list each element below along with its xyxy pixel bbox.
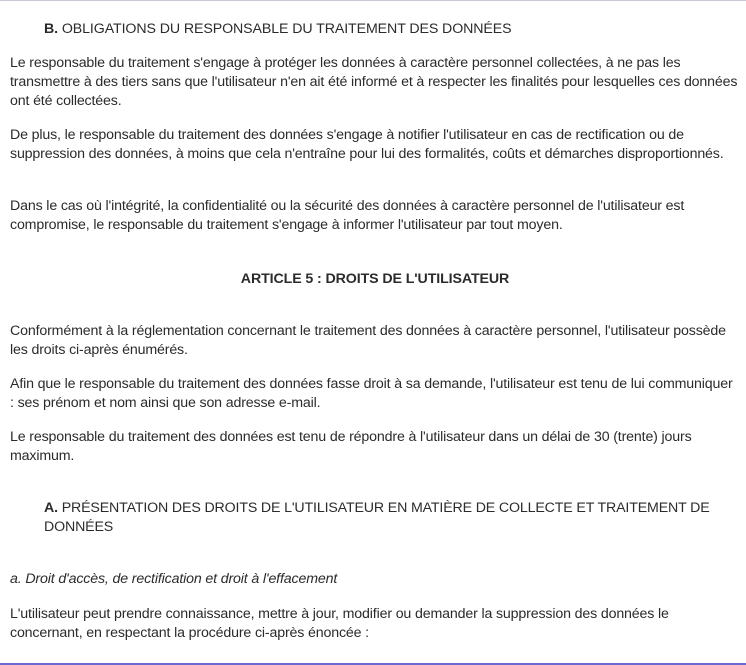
article-5-title: ARTICLE 5 : DROITS DE L'UTILISATEUR: [240, 271, 510, 287]
paragraph-article5-2: Afin que le responsable du traitement des données fasse droit à sa demande, l'utilisateur est tenu de lui communiquer : ses prénom et nom ainsi que son adresse e-mail.: [10, 376, 733, 411]
section-b-heading: [44, 20, 512, 39]
paragraph-article5-1: Conformément à la réglementation concernant le traitement des données à caractère personnel, l'utilisateur possède les droits ci-après énumérés.: [10, 323, 726, 358]
section-b-letter: B.: [44, 21, 58, 37]
paragraph-article5-3: Le responsable du traitement des données est tenu de répondre à l'utilisateur dans un délai de 30 (trente) jours maximum.: [10, 429, 692, 464]
section-b-title: OBLIGATIONS DU RESPONSABLE DU TRAITEMENT DES DONNÉES: [61, 21, 512, 37]
section-a-title: PRÉSENTATION DES DROITS DE L'UTILISATEUR EN MATIÈRE DE COLLECTE ET TRAITEMENT DE DONNÉES: [44, 500, 710, 535]
paragraph-b-1: Le responsable du traitement s'engage à protéger les données à caractère personnel collectées, à ne pas les transmettre à des tiers sans que l'utilisateur n'en ait été informé et à respecter les finalités pour lesquelles ces données ont été collectées.: [10, 55, 738, 109]
subsection-a-paragraph: L'utilisateur peut prendre connaissance, mettre à jour, modifier ou demander la suppression des données le concernant, en respectant la procédure ci-après énoncée :: [10, 606, 669, 641]
subsection-a-title: a. Droit d'accès, de rectification et droit à l'effacement: [10, 571, 338, 587]
section-a-heading: [44, 499, 724, 537]
paragraph-b-3: Dans le cas où l'intégrité, la confidentialité ou la sécurité des données à caractère personnel de l'utilisateur est compromise, le responsable du traitement s'engage à informer l'utilisateur par tout moyen.: [10, 198, 685, 233]
section-a-letter: A.: [44, 500, 58, 516]
paragraph-b-2: De plus, le responsable du traitement des données s'engage à notifier l'utilisateur en cas de rectification ou de suppression des données, à moins que cela n'entraîne pour lui des formalités, coûts et démarches disproportionnés.: [10, 127, 724, 162]
